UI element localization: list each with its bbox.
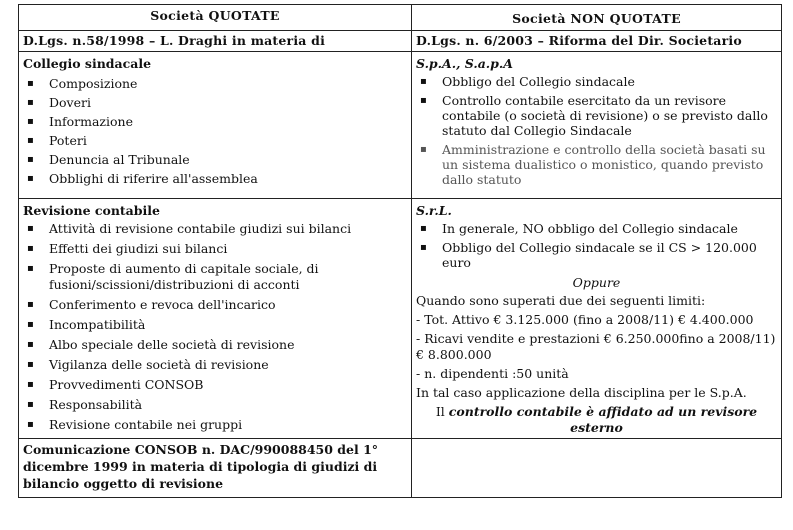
header-quotate: Società QUOTATE [19, 5, 412, 31]
list-item: ▪ Responsabilità [23, 397, 407, 413]
revisione-title: Revisione contabile [23, 203, 160, 218]
srl-cell [412, 199, 782, 439]
list-item: ▪ Obbligo del Collegio sindacale se il CS > 120.000 euro [416, 240, 777, 270]
comparison-table [18, 4, 782, 498]
revisione-row [19, 199, 782, 439]
list-item: ▪ Conferimento e revoca dell'incarico [23, 297, 407, 313]
list-item: ▪ Albo speciale delle società di revisione [23, 337, 407, 353]
list-item: ▪ Composizione [23, 74, 407, 93]
list-item: ▪ In generale, NO obbligo del Collegio sindacale [416, 221, 777, 236]
consob-note: Comunicazione CONSOB n. DAC/990088450 del 1° dicembre 1999 in materia di tipologia di giudizi di bilancio oggetto di revisione [19, 439, 412, 498]
conclusion-text: In tal caso applicazione della disciplina per le S.p.A. [416, 385, 747, 400]
revisione-list [23, 221, 407, 433]
oppure-label: Oppure [572, 275, 621, 290]
spa-list [416, 74, 777, 187]
limits-intro: Quando sono superati due dei seguenti limiti: [416, 293, 706, 308]
list-item: ▪ Doveri [23, 93, 407, 112]
srl-title: S.r.L. [416, 203, 452, 218]
revisione-cell [19, 199, 412, 439]
empty-cell [412, 439, 782, 498]
law-right: D.Lgs. n. 6/2003 – Riforma del Dir. Societario [412, 31, 782, 52]
limit-item: - Ricavi vendite e prestazioni € 6.250.000fino a 2008/11) € 8.800.000 [416, 331, 776, 362]
list-item: ▪ Attività di revisione contabile giudizi sui bilanci [23, 221, 407, 237]
collegio-cell [19, 52, 412, 199]
external-auditor-note [416, 404, 777, 436]
list-item: ▪ Informazione [23, 112, 407, 131]
header-non-quotate: Società NON QUOTATE [412, 5, 782, 31]
list-item: ▪ Obblighi di riferire all'assemblea [23, 169, 407, 188]
collegio-list [23, 74, 407, 188]
list-item: ▪ Incompatibilità [23, 317, 407, 333]
list-item: ▪ Provvedimenti CONSOB [23, 377, 407, 393]
list-item: ▪ Poteri [23, 131, 407, 150]
list-item: ▪ Denuncia al Tribunale [23, 150, 407, 169]
spa-title: S.p.A., S.a.p.A [416, 56, 513, 71]
conclusion-emphasis: controllo contabile è affidato ad un revisore esterno [448, 404, 758, 435]
list-item: ▪ Vigilanza delle società di revisione [23, 357, 407, 373]
limit-item: - n. dipendenti :50 unità [416, 366, 569, 381]
list-item: ▪ Proposte di aumento di capitale sociale, di fusioni/scissioni/distribuzioni di acconti [23, 261, 407, 293]
list-item: ▪ Controllo contabile esercitato da un revisore contabile (o società di revisione) o se previsto dallo statuto dal Collegio Sindacale [416, 93, 777, 138]
conclusion-il: Il [435, 404, 445, 419]
law-left: D.Lgs. n.58/1998 – L. Draghi in materia di [19, 31, 412, 52]
collegio-row [19, 52, 782, 199]
limit-item: - Tot. Attivo € 3.125.000 (fino a 2008/11) € 4.400.000 [416, 312, 754, 327]
list-item: ▪ Amministrazione e controllo della società basati su un sistema dualistico o monistico, quando previsto dallo statuto [416, 142, 777, 187]
collegio-title: Collegio sindacale [23, 56, 152, 71]
list-item: ▪ Revisione contabile nei gruppi [23, 417, 407, 433]
header-row [19, 5, 782, 31]
consob-row [19, 439, 782, 498]
list-item: ▪ Obbligo del Collegio sindacale [416, 74, 777, 89]
law-row [19, 31, 782, 52]
srl-list [416, 221, 777, 270]
spa-cell [412, 52, 782, 199]
list-item: ▪ Effetti dei giudizi sui bilanci [23, 241, 407, 257]
